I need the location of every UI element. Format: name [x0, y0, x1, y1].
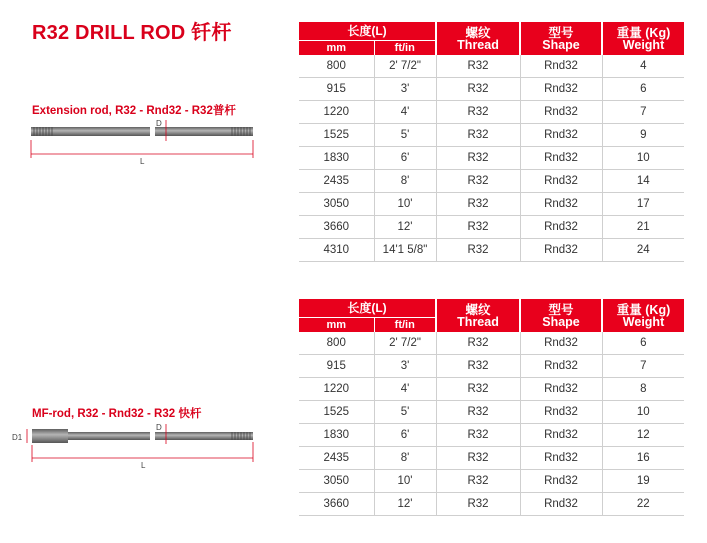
length-ftin-cell: 8' — [374, 170, 436, 193]
length-mm-cell: 1830 — [299, 424, 374, 447]
shape-cell: Rnd32 — [520, 424, 602, 447]
thread-cell: R32 — [436, 493, 520, 516]
shape-cell: Rnd32 — [520, 193, 602, 216]
mf-rod-drawing — [10, 418, 258, 470]
length-ftin-cell: 5' — [374, 401, 436, 424]
length-mm-cell: 1220 — [299, 101, 374, 124]
extension-rod-l-label: L — [140, 157, 145, 166]
shape-cell: Rnd32 — [520, 216, 602, 239]
length-mm-cell: 1525 — [299, 401, 374, 424]
length-mm-cell: 4310 — [299, 239, 374, 262]
thread-cell: R32 — [436, 239, 520, 262]
length-mm-cell: 3660 — [299, 216, 374, 239]
mm-header: mm — [299, 41, 374, 56]
length-ftin-cell: 6' — [374, 147, 436, 170]
table-row — [299, 124, 684, 147]
table-row — [299, 470, 684, 493]
table-row — [299, 55, 684, 78]
table-row — [299, 170, 684, 193]
page-title: R32 DRILL ROD 钎杆 — [32, 22, 232, 44]
mm-header: mm — [299, 318, 374, 333]
mf-rod-table-body — [299, 332, 684, 516]
table-row — [299, 447, 684, 470]
length-header: 长度(L) — [299, 299, 436, 318]
weight-cell: 4 — [602, 55, 684, 78]
mf-rod-table — [299, 299, 684, 516]
weight-header: 重量 (Kg) Weight — [602, 299, 684, 332]
length-ftin-cell: 4' — [374, 101, 436, 124]
weight-cell: 19 — [602, 470, 684, 493]
table-row — [299, 147, 684, 170]
thread-cell: R32 — [436, 332, 520, 355]
table-row — [299, 193, 684, 216]
weight-cell: 7 — [602, 355, 684, 378]
shape-cell: Rnd32 — [520, 101, 602, 124]
thread-cell: R32 — [436, 55, 520, 78]
thread-cell: R32 — [436, 401, 520, 424]
length-ftin-cell: 5' — [374, 124, 436, 147]
table-row — [299, 378, 684, 401]
shape-cell: Rnd32 — [520, 239, 602, 262]
mf-rod-d-label: D — [156, 423, 162, 432]
thread-cell: R32 — [436, 216, 520, 239]
shape-header: 型号 Shape — [520, 22, 602, 55]
weight-cell: 17 — [602, 193, 684, 216]
shape-cell: Rnd32 — [520, 147, 602, 170]
thread-cell: R32 — [436, 170, 520, 193]
weight-cell: 10 — [602, 401, 684, 424]
length-mm-cell: 800 — [299, 55, 374, 78]
weight-cell: 14 — [602, 170, 684, 193]
shape-cell: Rnd32 — [520, 401, 602, 424]
weight-cell: 12 — [602, 424, 684, 447]
extension-rod-table-body — [299, 55, 684, 262]
length-mm-cell: 800 — [299, 332, 374, 355]
thread-cell: R32 — [436, 447, 520, 470]
ftin-header: ft/in — [374, 41, 436, 56]
length-mm-cell: 2435 — [299, 447, 374, 470]
thread-header: 螺纹 Thread — [436, 22, 520, 55]
shape-cell: Rnd32 — [520, 355, 602, 378]
weight-cell: 9 — [602, 124, 684, 147]
weight-cell: 16 — [602, 447, 684, 470]
weight-cell: 6 — [602, 332, 684, 355]
length-mm-cell: 1830 — [299, 147, 374, 170]
table-row — [299, 78, 684, 101]
length-ftin-cell: 12' — [374, 216, 436, 239]
table-row — [299, 332, 684, 355]
table-row — [299, 493, 684, 516]
thread-cell: R32 — [436, 193, 520, 216]
extension-rod-caption: Extension rod, R32 - Rnd32 - R32普杆 — [32, 105, 236, 117]
weight-cell: 7 — [602, 101, 684, 124]
extension-rod-d-label: D — [156, 119, 162, 128]
ftin-header: ft/in — [374, 318, 436, 333]
length-mm-cell: 3660 — [299, 493, 374, 516]
mf-rod-l-label: L — [141, 461, 146, 470]
length-mm-cell: 1525 — [299, 124, 374, 147]
length-ftin-cell: 2' 7/2" — [374, 332, 436, 355]
length-header: 长度(L) — [299, 22, 436, 41]
thread-cell: R32 — [436, 101, 520, 124]
weight-cell: 8 — [602, 378, 684, 401]
length-ftin-cell: 3' — [374, 355, 436, 378]
extension-rod-table — [299, 22, 684, 262]
shape-cell: Rnd32 — [520, 378, 602, 401]
thread-cell: R32 — [436, 378, 520, 401]
table-row — [299, 216, 684, 239]
length-ftin-cell: 10' — [374, 470, 436, 493]
shape-cell: Rnd32 — [520, 470, 602, 493]
table-row — [299, 101, 684, 124]
length-ftin-cell: 4' — [374, 378, 436, 401]
thread-header: 螺纹 Thread — [436, 299, 520, 332]
shape-cell: Rnd32 — [520, 447, 602, 470]
length-ftin-cell: 2' 7/2" — [374, 55, 436, 78]
thread-cell: R32 — [436, 424, 520, 447]
weight-cell: 21 — [602, 216, 684, 239]
length-mm-cell: 3050 — [299, 193, 374, 216]
shape-cell: Rnd32 — [520, 55, 602, 78]
weight-cell: 6 — [602, 78, 684, 101]
weight-header: 重量 (Kg) Weight — [602, 22, 684, 55]
shape-cell: Rnd32 — [520, 124, 602, 147]
thread-cell: R32 — [436, 78, 520, 101]
length-ftin-cell: 12' — [374, 493, 436, 516]
weight-cell: 22 — [602, 493, 684, 516]
weight-cell: 10 — [602, 147, 684, 170]
length-mm-cell: 2435 — [299, 170, 374, 193]
table-row — [299, 239, 684, 262]
shape-cell: Rnd32 — [520, 332, 602, 355]
length-ftin-cell: 6' — [374, 424, 436, 447]
shape-cell: Rnd32 — [520, 493, 602, 516]
mf-rod-d1-label: D1 — [12, 433, 23, 442]
length-ftin-cell: 14'1 5/8" — [374, 239, 436, 262]
shape-cell: Rnd32 — [520, 78, 602, 101]
thread-cell: R32 — [436, 147, 520, 170]
table-row — [299, 424, 684, 447]
shape-header: 型号 Shape — [520, 299, 602, 332]
length-mm-cell: 1220 — [299, 378, 374, 401]
mf-rod-caption: MF-rod, R32 - Rnd32 - R32 快杆 — [32, 408, 202, 420]
thread-cell: R32 — [436, 355, 520, 378]
length-mm-cell: 915 — [299, 355, 374, 378]
length-mm-cell: 915 — [299, 78, 374, 101]
table-row — [299, 401, 684, 424]
table-row — [299, 355, 684, 378]
extension-rod-drawing — [28, 116, 258, 166]
weight-cell: 24 — [602, 239, 684, 262]
thread-cell: R32 — [436, 124, 520, 147]
length-ftin-cell: 3' — [374, 78, 436, 101]
length-mm-cell: 3050 — [299, 470, 374, 493]
shape-cell: Rnd32 — [520, 170, 602, 193]
thread-cell: R32 — [436, 470, 520, 493]
length-ftin-cell: 8' — [374, 447, 436, 470]
length-ftin-cell: 10' — [374, 193, 436, 216]
